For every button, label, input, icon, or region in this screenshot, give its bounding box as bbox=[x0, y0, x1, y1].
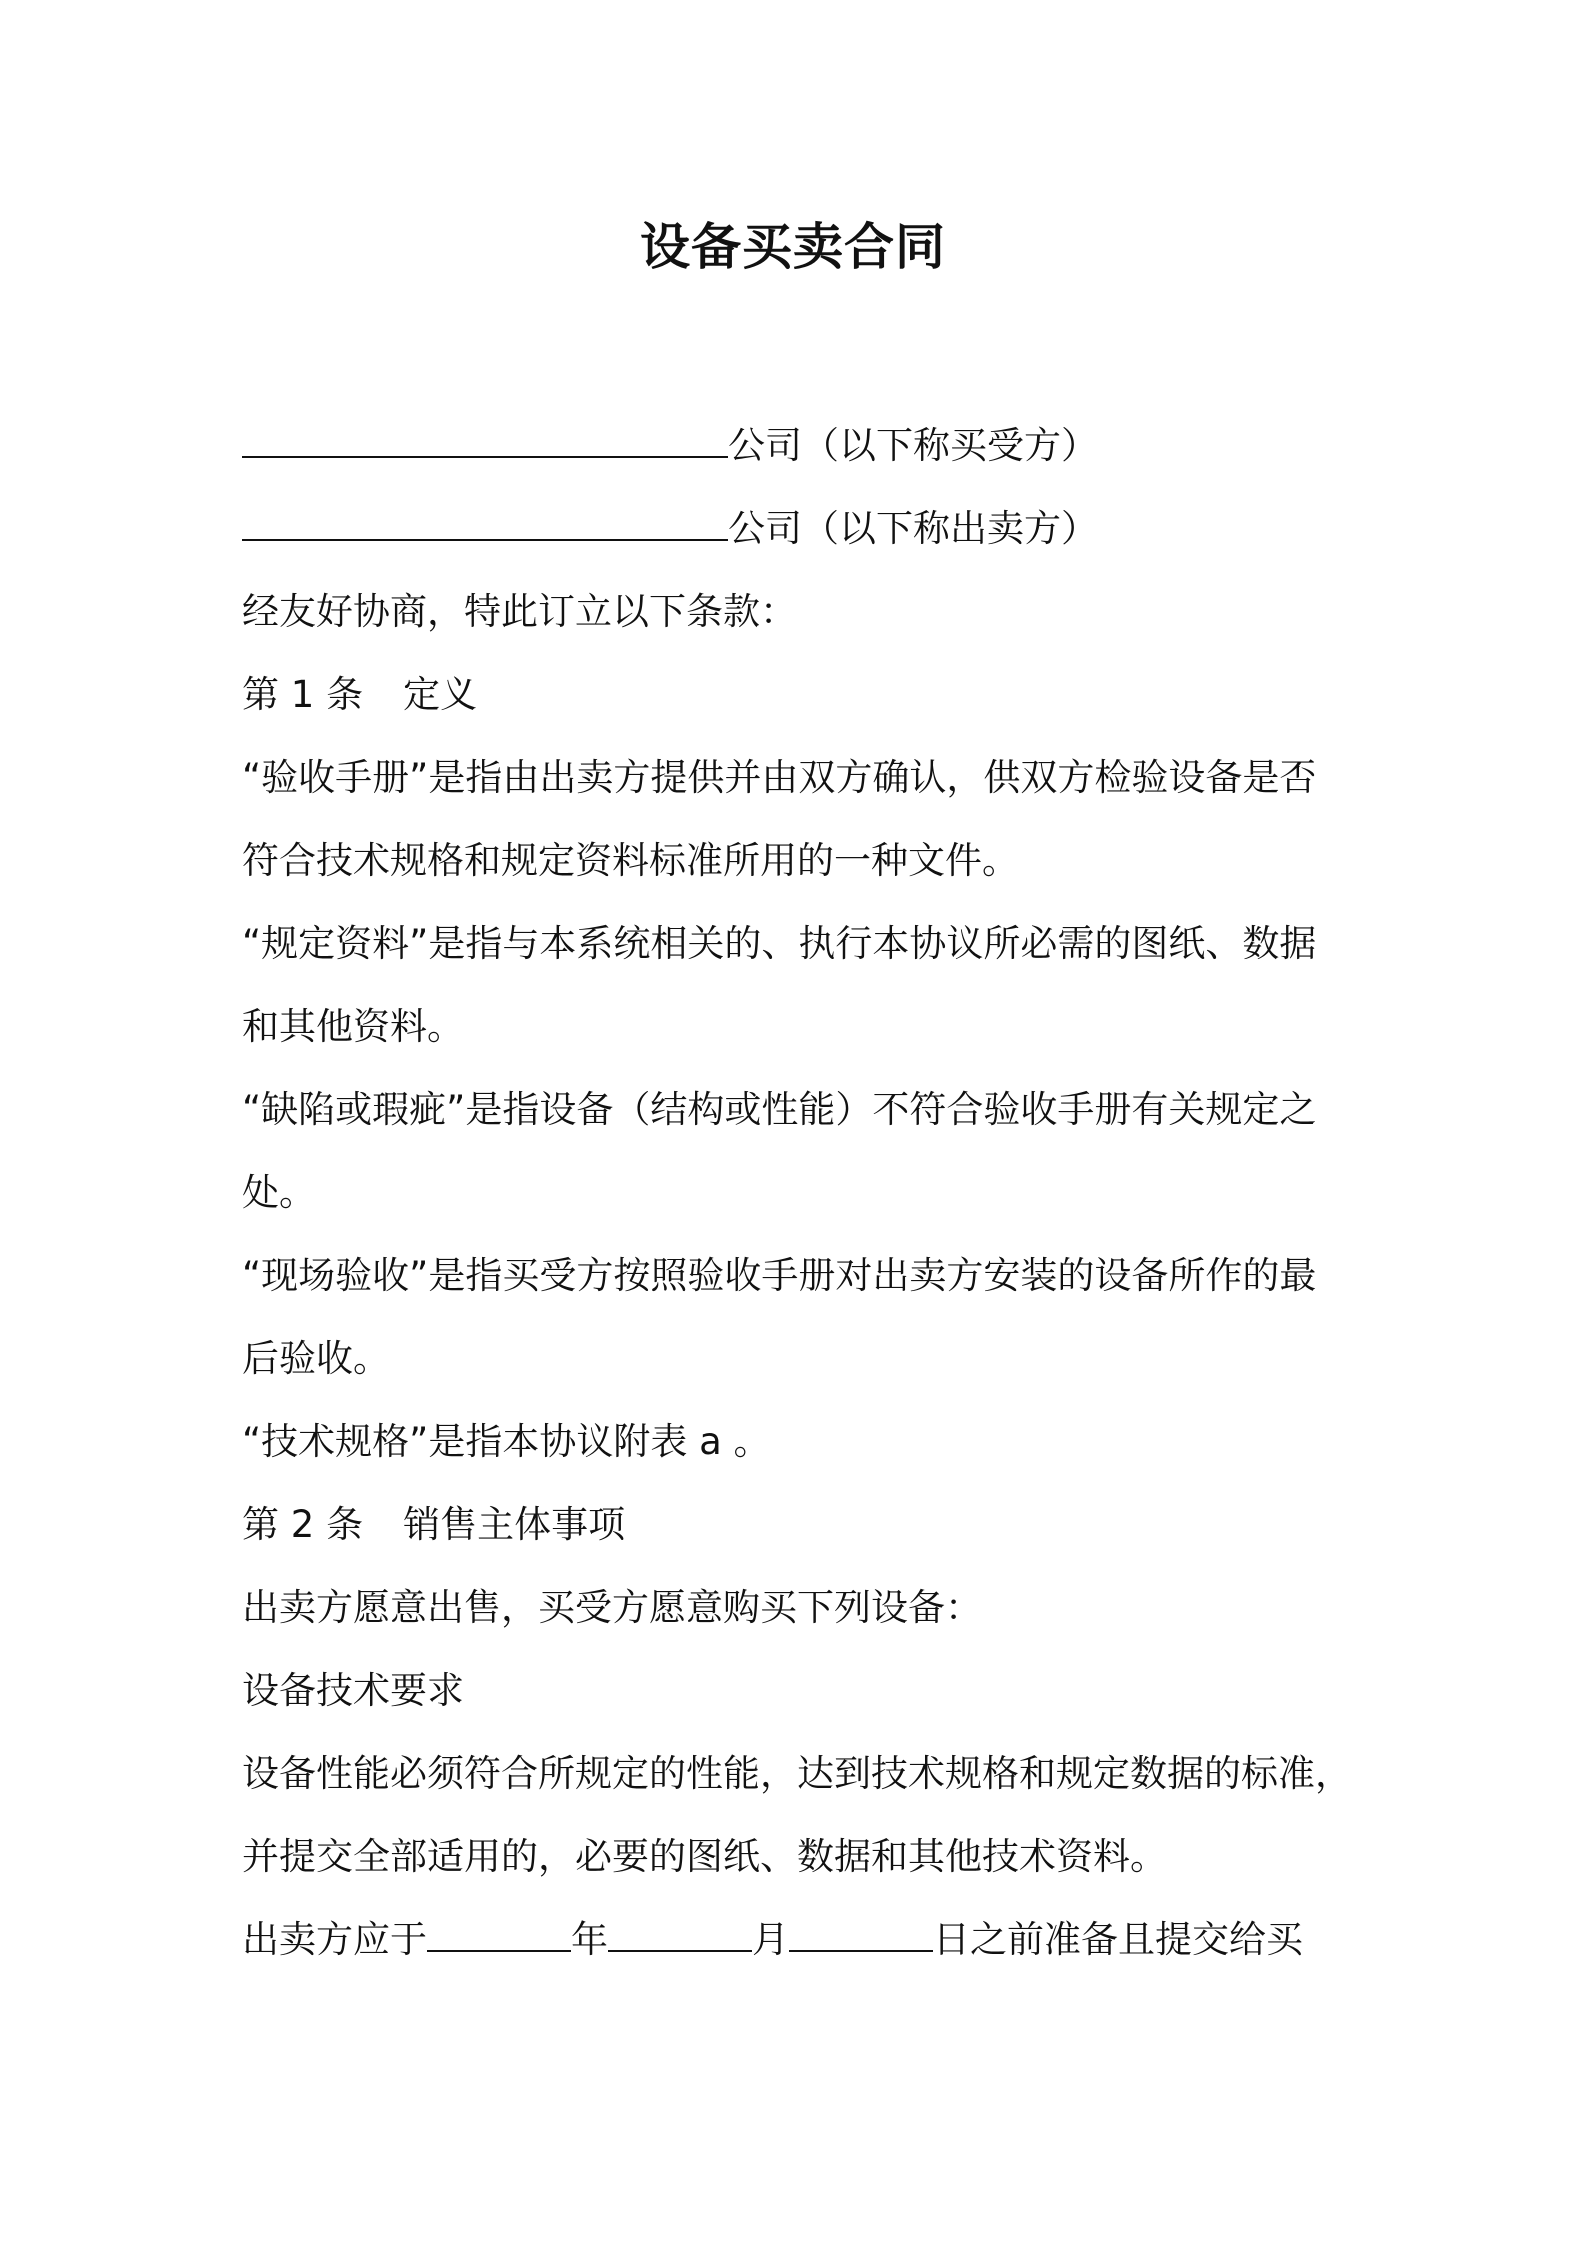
party-seller-suffix: 公司（以下称出卖方） bbox=[728, 507, 1098, 550]
deadline-prefix: 出卖方应于 bbox=[242, 1918, 427, 1961]
definition-line: 后验收。 bbox=[242, 1337, 390, 1380]
article-1-number: 第 1 条 bbox=[242, 673, 364, 716]
article-2-title: 销售主体事项 bbox=[403, 1503, 626, 1546]
document-body bbox=[242, 404, 1362, 1981]
article-2-line: 设备性能必须符合所规定的性能，达到技术规格和规定数据的标准， bbox=[242, 1752, 1352, 1795]
party-seller-line bbox=[242, 487, 1362, 570]
deadline-year-label: 年 bbox=[571, 1918, 608, 1961]
article-1-title: 定义 bbox=[403, 673, 478, 716]
page-title: 设备买卖合同 bbox=[640, 218, 946, 276]
article-2-line: 设备技术要求 bbox=[242, 1669, 464, 1712]
party-buyer-suffix: 公司（以下称买受方） bbox=[728, 424, 1098, 467]
definition-line: “缺陷或瑕疵”是指设备（结构或性能）不符合验收手册有关规定之 bbox=[242, 1088, 1317, 1131]
buyer-company-blank[interactable] bbox=[242, 424, 728, 458]
deadline-suffix: 日之前准备且提交给买 bbox=[933, 1918, 1303, 1961]
article-2-line: 并提交全部适用的，必要的图纸、数据和其他技术资料。 bbox=[242, 1835, 1167, 1878]
definition-line: “验收手册”是指由出卖方提供并由双方确认，供双方检验设备是否 bbox=[242, 756, 1317, 799]
deadline-month-label: 月 bbox=[752, 1918, 789, 1961]
definition-line: “现场验收”是指买受方按照验收手册对出卖方安装的设备所作的最 bbox=[242, 1254, 1317, 1297]
definition-line: 处。 bbox=[242, 1171, 316, 1214]
definition-line: “规定资料”是指与本系统相关的、执行本协议所必需的图纸、数据 bbox=[242, 922, 1317, 965]
seller-company-blank[interactable] bbox=[242, 507, 728, 541]
definition-line: 符合技术规格和规定资料标准所用的一种文件。 bbox=[242, 839, 1019, 882]
intro-paragraph: 经友好协商，特此订立以下条款： bbox=[242, 590, 797, 633]
deadline-year-blank[interactable] bbox=[427, 1918, 571, 1952]
definition-line: 和其他资料。 bbox=[242, 1005, 464, 1048]
article-1-heading bbox=[242, 653, 1362, 736]
definition-line: “技术规格”是指本协议附表 a 。 bbox=[242, 1420, 771, 1463]
party-buyer-line bbox=[242, 404, 1362, 487]
article-2-line: 出卖方愿意出售，买受方愿意购买下列设备： bbox=[242, 1586, 982, 1629]
deadline-day-blank[interactable] bbox=[789, 1918, 933, 1952]
deadline-line bbox=[242, 1898, 1362, 1981]
article-2-number: 第 2 条 bbox=[242, 1503, 364, 1546]
article-2-heading bbox=[242, 1483, 1362, 1566]
deadline-month-blank[interactable] bbox=[608, 1918, 752, 1952]
